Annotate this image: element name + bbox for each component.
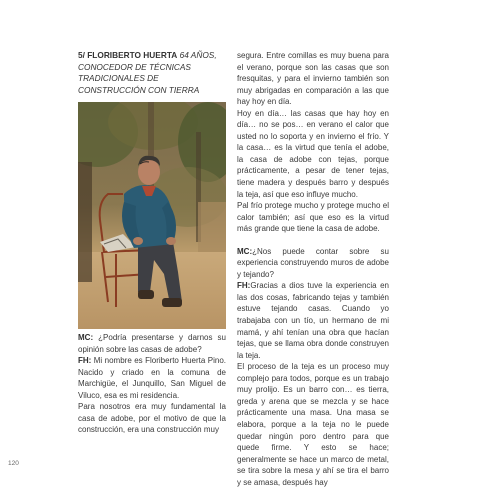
paragraph xyxy=(237,108,389,200)
left-interview-text xyxy=(78,332,226,436)
paragraph-text: segura. Entre comillas es muy buena para el verano, porque son las casas que son fresquitas, y para el invierno también son muy abrigadas en comparación a las que hay hoy en día. xyxy=(237,51,389,107)
interviewee-description: 64 AÑOS, CONOCEDOR DE TÉCNICAS TRADICIONALES DE CONSTRUCCIÓN CON TIERRA xyxy=(78,50,217,95)
paragraph xyxy=(237,50,389,108)
paragraph-text: Gracias a dios tuve la experiencia en las dos cosas, fabricando tejas y también estuve tejando casas. Cuando yo trabajaba con un tío, un hermano de mi mamá, y ahí tenían una obra que hacían tejas, que se llama obra donde construyen la teja. xyxy=(237,281,389,360)
paragraph-text: El proceso de la teja es un proceso muy complejo para todos, porque es un trabajo muy prolijo. Es un barro con… es tierra, greda y arena que se mezcla y se hace prácticamente una masa. Una masa se elabora, porque a la teja no le puede quedar ningún poro dentro para que quede firme. Y esto se hace; generalmente se hace un marco de metal, se tira sobre la mesa y ahí se tira el barro y se amasa, después hay xyxy=(237,362,389,487)
interview-heading xyxy=(78,50,226,96)
paragraph xyxy=(78,401,226,436)
speaker-label: FH: xyxy=(78,356,92,366)
paragraph xyxy=(78,355,226,401)
paragraph xyxy=(237,200,389,235)
paragraph-text: Hoy en día… las casas que hay hoy en día… no se pos… en verano el calor que usted no lo soporta y en invierno el frío. Y la casa… es la virtud que tenía el adobe, la casa de adobe con tejas, porque prácticamente, a pesar de tener tejas, tiene madera y después barro y después la teja, así que eso influye mucho. xyxy=(237,108,389,199)
paragraph xyxy=(237,246,389,281)
paragraph-text: Mi nombre es Floriberto Huerta Pino. Nacido y criado en la comuna de Marchigüe, el Junquillo, San Miguel de Viluco, esa es mi residencia. xyxy=(78,356,226,400)
speaker-label: MC: xyxy=(237,246,253,256)
left-column xyxy=(78,50,226,436)
interviewee-photo xyxy=(78,102,226,329)
page-number: 120 xyxy=(8,460,19,467)
paragraph-text: ¿Podría presentarse y darnos su opinión sobre las casas de adobe? xyxy=(78,333,226,354)
paragraph xyxy=(237,280,389,361)
speaker-label: FH: xyxy=(237,281,251,291)
right-column xyxy=(237,50,389,488)
paragraph-text: ¿Nos puede contar sobre su experiencia construyendo muros de adobe y tejando? xyxy=(237,246,389,279)
paragraph xyxy=(78,332,226,355)
paragraph-spacer xyxy=(237,235,389,246)
paragraph xyxy=(237,361,389,488)
paragraph-text: Para nosotros era muy fundamental la casa de adobe, por el motivo de que la construcción, era una construcción muy xyxy=(78,402,226,435)
speaker-label: MC: xyxy=(78,333,94,342)
paragraph-text: Pal frío protege mucho y protege mucho el calor también; así que eso es la virtud más grande que tiene la casa de adobe. xyxy=(237,201,389,234)
interviewee-name: 5/ FLORIBERTO HUERTA xyxy=(78,50,178,60)
